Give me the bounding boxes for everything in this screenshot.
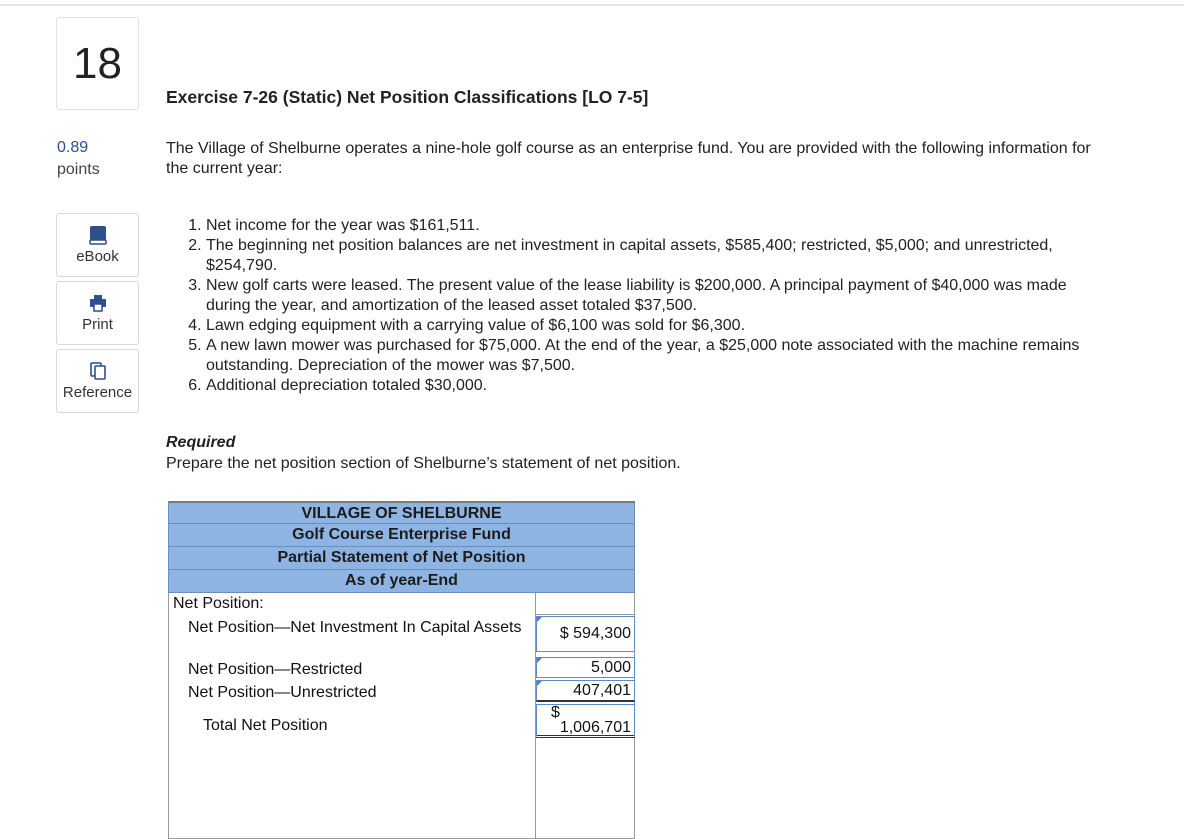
exercise-title: Exercise 7-26 (Static) Net Position Classifications [LO 7-5] bbox=[166, 87, 649, 107]
restricted-input[interactable]: 5,000 bbox=[536, 657, 635, 678]
print-label: Print bbox=[82, 316, 113, 333]
print-button[interactable] bbox=[56, 281, 139, 345]
unrestricted-input[interactable]: 407,401 bbox=[536, 680, 635, 702]
investment-input[interactable]: $ 594,300 bbox=[536, 616, 635, 652]
list-item: 2. The beginning net position balances are net investment in capital assets, $585,400; restricted, $5,000; and unrestricted, $254,790. bbox=[206, 236, 1106, 276]
net-position-statement bbox=[168, 501, 636, 839]
statement-header-date: As of year-End bbox=[168, 570, 635, 593]
required-title: Required bbox=[166, 434, 236, 451]
ebook-button[interactable] bbox=[56, 213, 139, 277]
statement-body bbox=[168, 593, 635, 839]
row-label-restricted: Net Position—Restricted bbox=[188, 661, 363, 678]
row-label-unrestricted: Net Position—Unrestricted bbox=[188, 684, 377, 701]
book-icon bbox=[89, 224, 107, 246]
row-label-total: Total Net Position bbox=[203, 717, 328, 734]
required-text: Prepare the net position section of Shelburne’s statement of net position. bbox=[166, 455, 681, 472]
exercise-items bbox=[166, 216, 1106, 396]
entry-marker bbox=[537, 658, 542, 663]
statement-header-entity: VILLAGE OF SHELBURNE bbox=[168, 501, 635, 524]
top-divider bbox=[0, 4, 1184, 6]
statement-header-title: Partial Statement of Net Position bbox=[168, 547, 635, 570]
points-label: points bbox=[57, 161, 100, 178]
entry-marker bbox=[537, 681, 542, 686]
total-currency: $ bbox=[551, 704, 560, 721]
printer-icon bbox=[89, 292, 107, 314]
reference-label: Reference bbox=[62, 384, 133, 401]
row-label-investment: Net Position—Net Investment In Capital Assets bbox=[188, 619, 522, 636]
list-item: 4. Lawn edging equipment with a carrying value of $6,100 was sold for $6,300. bbox=[206, 316, 1106, 336]
reference-button[interactable] bbox=[56, 349, 139, 413]
list-item: 1. Net income for the year was $161,511. bbox=[206, 216, 1106, 236]
list-item: 3. New golf carts were leased. The present value of the lease liability is $200,000. A principal payment of $40,000 was made during the year, and amortization of the leased asset totaled $37,500. bbox=[206, 276, 1106, 316]
exercise-intro: The Village of Shelburne operates a nine-hole golf course as an enterprise fund. You are provided with the following information for the current year: bbox=[166, 140, 1091, 177]
list-item: 5. A new lawn mower was purchased for $75,000. At the end of the year, a $25,000 note associated with the machine remains outstanding. Depreciation of the mower was $7,500. bbox=[206, 336, 1106, 376]
total-value: 1,006,701 bbox=[559, 719, 631, 736]
ebook-label: eBook bbox=[76, 248, 119, 265]
list-item: 6. Additional depreciation totaled $30,000. bbox=[206, 376, 1106, 396]
points-value: 0.89 bbox=[57, 139, 89, 156]
section-label: Net Position: bbox=[173, 595, 264, 612]
reference-icon bbox=[89, 360, 107, 382]
entry-marker bbox=[537, 617, 542, 622]
section-value-cell bbox=[536, 593, 634, 615]
total-input[interactable] bbox=[536, 704, 635, 738]
question-number: 18 bbox=[56, 17, 139, 110]
statement-header-fund: Golf Course Enterprise Fund bbox=[168, 524, 635, 547]
